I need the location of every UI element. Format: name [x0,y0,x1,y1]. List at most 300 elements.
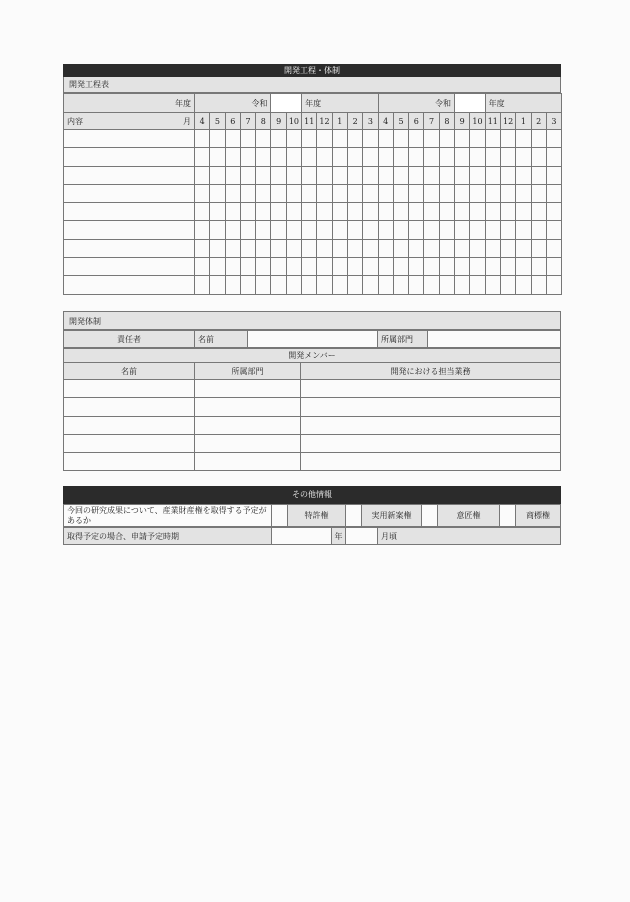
responsible-dept-label: 所属部門 [378,331,428,348]
ip-question: 今回の研究成果について、産業財産権を取得する予定があるか [64,505,272,527]
schedule-month-cell[interactable] [500,130,515,148]
schedule-month-cell[interactable] [256,130,271,148]
schedule-month-cell[interactable] [409,258,424,276]
schedule-month-cell[interactable] [455,203,470,221]
month-header: 5 [393,113,408,130]
schedule-month-cell[interactable] [271,184,286,202]
schedule-month-cell[interactable] [455,184,470,202]
schedule-month-cell[interactable] [210,239,225,257]
schedule-content-cell[interactable] [64,221,195,239]
schedule-content-cell[interactable] [64,166,195,184]
schedule-month-cell[interactable] [516,130,531,148]
schedule-month-cell[interactable] [393,184,408,202]
trademark-label: 商標権 [516,505,561,527]
schedule-month-cell[interactable] [240,130,255,148]
schedule-month-cell[interactable] [531,166,546,184]
schedule-month-cell[interactable] [424,166,439,184]
schedule-month-cell[interactable] [271,258,286,276]
schedule-month-cell[interactable] [393,166,408,184]
schedule-month-cell[interactable] [363,130,378,148]
member-dept-cell[interactable] [195,453,301,471]
month-header: 2 [347,113,362,130]
schedule-month-cell[interactable] [485,166,500,184]
month-header: 7 [424,113,439,130]
schedule-month-cell[interactable] [271,276,286,294]
timing-year-field[interactable] [272,528,332,545]
schedule-month-cell[interactable] [531,203,546,221]
schedule-month-cell[interactable] [546,258,561,276]
schedule-month-cell[interactable] [302,148,317,166]
schedule-month-cell[interactable] [378,148,393,166]
member-name-cell[interactable] [64,416,195,434]
schedule-month-cell[interactable] [210,166,225,184]
schedule-month-cell[interactable] [347,221,362,239]
month-header: 2 [531,113,546,130]
month-header: 8 [256,113,271,130]
schedule-month-cell[interactable] [317,184,332,202]
schedule-month-cell[interactable] [470,221,485,239]
schedule-month-cell[interactable] [409,130,424,148]
schedule-month-cell[interactable] [286,258,301,276]
schedule-month-cell[interactable] [500,239,515,257]
schedule-month-cell[interactable] [240,221,255,239]
schedule-month-cell[interactable] [347,184,362,202]
schedule-month-cell[interactable] [317,258,332,276]
schedule-month-cell[interactable] [439,221,454,239]
schedule-month-cell[interactable] [302,130,317,148]
schedule-month-cell[interactable] [516,239,531,257]
schedule-month-cell[interactable] [546,203,561,221]
member-name-cell[interactable] [64,434,195,452]
schedule-month-cell[interactable] [485,184,500,202]
month-header: 1 [516,113,531,130]
schedule-month-cell[interactable] [363,166,378,184]
schedule-month-cell[interactable] [393,203,408,221]
schedule-month-cell[interactable] [424,239,439,257]
members-header: 開発メンバー [64,349,561,363]
schedule-month-cell[interactable] [439,148,454,166]
schedule-month-cell[interactable] [225,148,240,166]
design-label: 意匠権 [438,505,500,527]
members-table [63,348,561,471]
schedule-month-cell[interactable] [409,239,424,257]
schedule-month-cell[interactable] [286,184,301,202]
month-label: 月 [183,117,191,126]
era-label: 令和 [378,94,454,113]
month-header: 9 [455,113,470,130]
schedule-month-cell[interactable] [317,221,332,239]
schedule-month-cell[interactable] [393,276,408,294]
schedule-month-cell[interactable] [332,166,347,184]
schedule-month-cell[interactable] [210,276,225,294]
schedule-month-cell[interactable] [455,221,470,239]
schedule-month-cell[interactable] [409,166,424,184]
schedule-month-cell[interactable] [256,166,271,184]
schedule-month-cell[interactable] [302,258,317,276]
schedule-month-cell[interactable] [286,239,301,257]
schedule-month-cell[interactable] [516,276,531,294]
month-header: 3 [363,113,378,130]
schedule-month-cell[interactable] [516,184,531,202]
schedule-month-cell[interactable] [409,221,424,239]
members-col-dept: 所属部門 [195,363,301,380]
organization-section-label: 開発体制 [63,311,561,330]
schedule-table [63,93,562,295]
schedule-month-cell[interactable] [225,276,240,294]
schedule-month-cell[interactable] [332,130,347,148]
schedule-month-cell[interactable] [302,203,317,221]
schedule-month-cell[interactable] [286,203,301,221]
schedule-content-cell[interactable] [64,203,195,221]
utility-model-checkbox[interactable] [346,505,362,527]
member-name-cell[interactable] [64,453,195,471]
schedule-month-cell[interactable] [485,239,500,257]
schedule-month-cell[interactable] [302,276,317,294]
month-header: 12 [317,113,332,130]
member-role-cell[interactable] [301,416,561,434]
schedule-month-cell[interactable] [256,221,271,239]
schedule-month-cell[interactable] [240,239,255,257]
schedule-month-cell[interactable] [393,130,408,148]
responsible-dept-field[interactable] [428,331,561,348]
schedule-month-cell[interactable] [500,276,515,294]
schedule-content-cell[interactable] [64,239,195,257]
schedule-month-cell[interactable] [531,221,546,239]
schedule-month-cell[interactable] [439,203,454,221]
month-header: 3 [546,113,561,130]
schedule-month-cell[interactable] [470,130,485,148]
schedule-month-cell[interactable] [439,276,454,294]
schedule-month-cell[interactable] [393,239,408,257]
month-header: 9 [271,113,286,130]
schedule-month-cell[interactable] [470,184,485,202]
schedule-month-cell[interactable] [470,203,485,221]
schedule-month-cell[interactable] [424,184,439,202]
fy-label: 年度 [64,94,195,113]
schedule-month-cell[interactable] [378,221,393,239]
schedule-month-cell[interactable] [347,203,362,221]
member-dept-cell[interactable] [195,380,301,398]
timing-month-label: 月頃 [378,528,561,545]
schedule-month-cell[interactable] [363,184,378,202]
schedule-section [63,64,561,295]
schedule-month-cell[interactable] [470,148,485,166]
schedule-month-cell[interactable] [546,130,561,148]
fy-year-input[interactable] [455,94,486,113]
schedule-month-cell[interactable] [302,221,317,239]
schedule-content-cell[interactable] [64,258,195,276]
schedule-month-cell[interactable] [302,166,317,184]
schedule-month-cell[interactable] [332,239,347,257]
schedule-month-cell[interactable] [424,130,439,148]
schedule-month-cell[interactable] [378,203,393,221]
schedule-month-cell[interactable] [500,166,515,184]
schedule-month-cell[interactable] [195,148,210,166]
schedule-month-cell[interactable] [363,148,378,166]
schedule-content-cell[interactable] [64,184,195,202]
schedule-month-cell[interactable] [347,130,362,148]
schedule-month-cell[interactable] [485,276,500,294]
trademark-checkbox[interactable] [500,505,516,527]
schedule-month-cell[interactable] [256,276,271,294]
schedule-month-cell[interactable] [271,166,286,184]
design-checkbox[interactable] [422,505,438,527]
schedule-month-cell[interactable] [240,184,255,202]
timing-year-label: 年 [332,528,346,545]
schedule-month-cell[interactable] [455,258,470,276]
schedule-month-cell[interactable] [470,276,485,294]
month-header: 8 [439,113,454,130]
schedule-month-cell[interactable] [332,258,347,276]
schedule-content-cell[interactable] [64,276,195,294]
schedule-month-cell[interactable] [347,276,362,294]
month-header: 1 [332,113,347,130]
schedule-content-cell[interactable] [64,130,195,148]
month-header: 4 [378,113,393,130]
month-header: 12 [500,113,515,130]
schedule-month-cell[interactable] [256,203,271,221]
schedule-month-cell[interactable] [317,130,332,148]
month-header: 10 [286,113,301,130]
schedule-month-cell[interactable] [271,239,286,257]
schedule-month-cell[interactable] [347,258,362,276]
schedule-month-cell[interactable] [409,276,424,294]
schedule-month-cell[interactable] [424,258,439,276]
schedule-month-cell[interactable] [317,166,332,184]
schedule-month-cell[interactable] [546,221,561,239]
member-dept-cell[interactable] [195,398,301,416]
schedule-month-cell[interactable] [317,276,332,294]
schedule-month-cell[interactable] [195,258,210,276]
schedule-month-cell[interactable] [485,148,500,166]
schedule-month-cell[interactable] [485,203,500,221]
schedule-month-cell[interactable] [470,166,485,184]
schedule-month-cell[interactable] [455,148,470,166]
schedule-month-cell[interactable] [546,276,561,294]
schedule-month-cell[interactable] [378,258,393,276]
schedule-month-cell[interactable] [531,148,546,166]
schedule-month-cell[interactable] [409,203,424,221]
schedule-month-cell[interactable] [363,221,378,239]
timing-month-field[interactable] [346,528,378,545]
schedule-month-cell[interactable] [531,184,546,202]
member-role-cell[interactable] [301,453,561,471]
schedule-month-cell[interactable] [225,130,240,148]
schedule-content-cell[interactable] [64,148,195,166]
schedule-month-cell[interactable] [210,130,225,148]
schedule-month-cell[interactable] [378,166,393,184]
timing-table [63,527,561,545]
schedule-month-cell[interactable] [363,258,378,276]
schedule-month-cell[interactable] [347,148,362,166]
schedule-month-cell[interactable] [332,148,347,166]
schedule-month-cell[interactable] [531,276,546,294]
schedule-month-cell[interactable] [195,221,210,239]
schedule-month-cell[interactable] [195,239,210,257]
ip-table [63,504,561,527]
schedule-month-cell[interactable] [500,184,515,202]
schedule-month-cell[interactable] [393,148,408,166]
schedule-month-cell[interactable] [195,166,210,184]
month-header: 11 [302,113,317,130]
schedule-month-cell[interactable] [378,276,393,294]
schedule-month-cell[interactable] [210,221,225,239]
member-role-cell[interactable] [301,398,561,416]
schedule-month-cell[interactable] [210,148,225,166]
schedule-month-cell[interactable] [256,258,271,276]
schedule-month-cell[interactable] [286,221,301,239]
schedule-month-cell[interactable] [546,166,561,184]
members-col-name: 名前 [64,363,195,380]
schedule-month-cell[interactable] [225,239,240,257]
schedule-month-cell[interactable] [455,166,470,184]
schedule-month-cell[interactable] [424,148,439,166]
schedule-month-cell[interactable] [439,239,454,257]
schedule-month-cell[interactable] [225,184,240,202]
era-label: 令和 [195,94,271,113]
schedule-month-cell[interactable] [516,148,531,166]
content-month-header [64,113,195,130]
schedule-month-cell[interactable] [302,239,317,257]
schedule-month-cell[interactable] [455,130,470,148]
schedule-month-cell[interactable] [332,184,347,202]
schedule-month-cell[interactable] [317,203,332,221]
schedule-month-cell[interactable] [485,130,500,148]
patent-checkbox[interactable] [272,505,288,527]
schedule-month-cell[interactable] [195,184,210,202]
schedule-month-cell[interactable] [546,148,561,166]
member-role-cell[interactable] [301,380,561,398]
schedule-month-cell[interactable] [516,166,531,184]
schedule-month-cell[interactable] [424,203,439,221]
schedule-month-cell[interactable] [500,203,515,221]
patent-label: 特許権 [288,505,346,527]
schedule-month-cell[interactable] [210,203,225,221]
schedule-month-cell[interactable] [256,148,271,166]
schedule-month-cell[interactable] [393,221,408,239]
schedule-month-cell[interactable] [455,239,470,257]
schedule-month-cell[interactable] [363,276,378,294]
content-label: 内容 [67,117,83,126]
schedule-month-cell[interactable] [439,130,454,148]
schedule-month-cell[interactable] [256,184,271,202]
schedule-month-cell[interactable] [424,276,439,294]
schedule-month-cell[interactable] [546,239,561,257]
responsible-table [63,330,561,348]
other-banner: その他情報 [63,486,561,504]
schedule-month-cell[interactable] [225,203,240,221]
schedule-month-cell[interactable] [500,148,515,166]
schedule-month-cell[interactable] [409,184,424,202]
schedule-month-cell[interactable] [439,166,454,184]
schedule-month-cell[interactable] [332,221,347,239]
schedule-month-cell[interactable] [347,239,362,257]
schedule-month-cell[interactable] [240,276,255,294]
schedule-month-cell[interactable] [195,276,210,294]
schedule-month-cell[interactable] [485,258,500,276]
schedule-month-cell[interactable] [516,203,531,221]
schedule-month-cell[interactable] [240,166,255,184]
members-col-role: 開発における担当業務 [301,363,561,380]
nendo-label: 年度 [302,94,378,113]
schedule-month-cell[interactable] [271,203,286,221]
schedule-month-cell[interactable] [378,239,393,257]
member-name-cell[interactable] [64,380,195,398]
month-header: 6 [225,113,240,130]
schedule-month-cell[interactable] [317,148,332,166]
schedule-month-cell[interactable] [500,221,515,239]
schedule-month-cell[interactable] [256,239,271,257]
month-header: 11 [485,113,500,130]
schedule-month-cell[interactable] [225,221,240,239]
schedule-month-cell[interactable] [363,239,378,257]
schedule-month-cell[interactable] [240,203,255,221]
responsible-name-field[interactable] [248,331,378,348]
schedule-month-cell[interactable] [378,130,393,148]
schedule-month-cell[interactable] [286,166,301,184]
schedule-month-cell[interactable] [500,258,515,276]
schedule-month-cell[interactable] [546,184,561,202]
member-dept-cell[interactable] [195,434,301,452]
schedule-month-cell[interactable] [485,221,500,239]
schedule-month-cell[interactable] [455,276,470,294]
schedule-month-cell[interactable] [531,130,546,148]
schedule-month-cell[interactable] [424,221,439,239]
schedule-month-cell[interactable] [271,221,286,239]
schedule-month-cell[interactable] [332,276,347,294]
responsible-label: 責任者 [64,331,195,348]
month-header: 10 [470,113,485,130]
schedule-month-cell[interactable] [225,258,240,276]
schedule-month-cell[interactable] [210,258,225,276]
schedule-month-cell[interactable] [240,258,255,276]
member-dept-cell[interactable] [195,416,301,434]
schedule-month-cell[interactable] [271,130,286,148]
schedule-month-cell[interactable] [286,148,301,166]
fy-year-input[interactable] [271,94,302,113]
schedule-month-cell[interactable] [393,258,408,276]
schedule-month-cell[interactable] [347,166,362,184]
schedule-month-cell[interactable] [470,258,485,276]
schedule-month-cell[interactable] [210,184,225,202]
schedule-month-cell[interactable] [516,221,531,239]
organization-section [63,311,561,471]
nendo-label: 年度 [485,94,561,113]
schedule-month-cell[interactable] [363,203,378,221]
member-role-cell[interactable] [301,434,561,452]
schedule-month-cell[interactable] [531,258,546,276]
schedule-month-cell[interactable] [286,130,301,148]
schedule-month-cell[interactable] [378,184,393,202]
schedule-month-cell[interactable] [531,239,546,257]
schedule-month-cell[interactable] [240,148,255,166]
schedule-month-cell[interactable] [332,203,347,221]
schedule-month-cell[interactable] [271,148,286,166]
schedule-month-cell[interactable] [409,148,424,166]
schedule-month-cell[interactable] [302,184,317,202]
schedule-month-cell[interactable] [516,258,531,276]
schedule-month-cell[interactable] [439,258,454,276]
schedule-month-cell[interactable] [225,166,240,184]
schedule-month-cell[interactable] [286,276,301,294]
schedule-month-cell[interactable] [439,184,454,202]
schedule-banner: 開発工程・体制 [63,64,561,77]
schedule-month-cell[interactable] [317,239,332,257]
member-name-cell[interactable] [64,398,195,416]
schedule-month-cell[interactable] [470,239,485,257]
schedule-month-cell[interactable] [195,203,210,221]
schedule-month-cell[interactable] [195,130,210,148]
